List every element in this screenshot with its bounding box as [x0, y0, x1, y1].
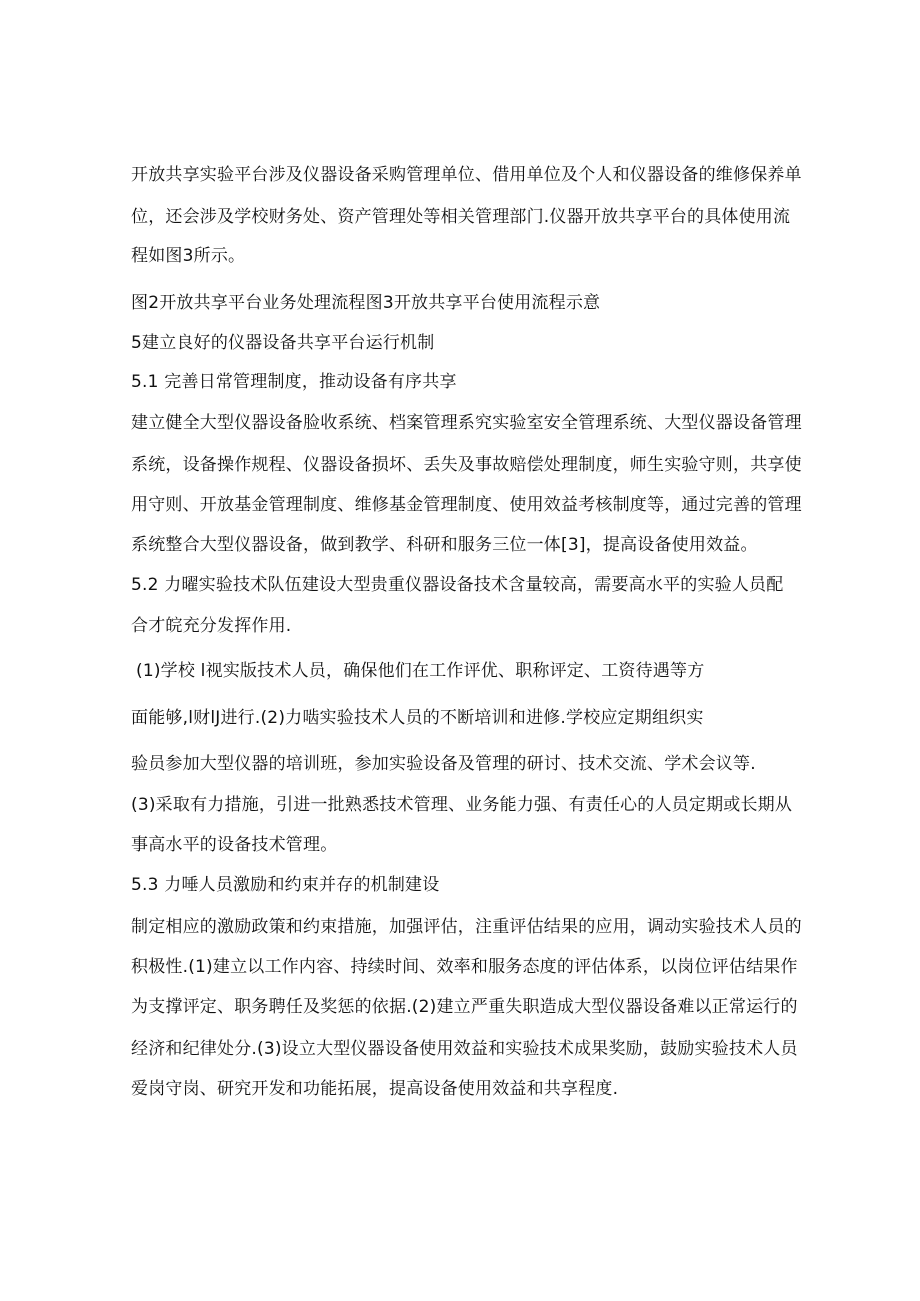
text-line: 经济和纪律处分.(3)设立大型仪器设备使用效益和实验技术成果奖励，鼓励实验技术人员 — [131, 1039, 798, 1059]
subsection-heading: 5.3 力唾人员激励和约束并存的机制建设 — [131, 875, 440, 895]
text-line: 为支撑评定、职务聘任及奖惩的依据.(2)建立严重失职造成大型仪器设备难以正常运行的 — [131, 997, 798, 1017]
text-line: 积极性.(1)建立以工作内容、持续时间、效率和服务态度的评估体系，以岗位评估结果作 — [131, 957, 798, 977]
text-line: 合才皖充分发挥作用. — [131, 616, 292, 636]
subsection-heading: 5.2 力曜实验技术队伍建设大型贵重仪器设备技术含量较高，需要高水平的实验人员配 — [131, 575, 784, 595]
text-line: 制定相应的激励政策和约束措施，加强评估，注重评估结果的应用，调动实验技术人员的 — [131, 917, 802, 937]
text-line: 面能够,l财lJ进行.(2)力啮实验技术人员的不断培训和进修.学校应定期组织实 — [131, 708, 704, 728]
text-line: 建立健全大型仪器设备脸收系统、档案管理系究实验室安全管理系统、大型仪器设备管理 — [131, 413, 802, 433]
text-line: 系统，设备操作规程、仪器设备损坏、丢失及事故赔偿处理制度，师生实验守则，共享使 — [131, 455, 802, 475]
text-line: 用守则、开放基金管理制度、维修基金管理制度、使用效益考核制度等，通过完善的管理 — [131, 495, 802, 515]
text-line: 系统整合大型仪器设备，做到教学、科研和服务三位一体[3]，提高设备使用效益。 — [131, 535, 758, 555]
text-line: 事高水平的设备技术管理。 — [131, 835, 338, 855]
text-line: 验员参加大型仪器的培训班，参加实验设备及管理的研讨、技术交流、学术会议等. — [131, 754, 756, 774]
figure-caption: 图2开放共享平台业务处理流程图3开放共享平台使用流程示意 — [131, 293, 601, 313]
text-line: (1)学校 l视实版技术人员，确保他们在工作评优、职称评定、工资待遇等方 — [136, 661, 705, 681]
text-line: 程如图3所示。 — [131, 246, 246, 266]
section-heading: 5建立良好的仪器设备共享平台运行机制 — [131, 333, 435, 353]
text-line: (3)采取有力措施，引进一批熟悉技术管理、业务能力强、有责任心的人员定期或长期从 — [131, 795, 793, 815]
text-line: 开放共享实验平台涉及仪器设备采购管理单位、借用单位及个人和仪器设备的维修保养单 — [131, 165, 802, 185]
text-line: 位，还会涉及学校财务处、资产管理处等相关管理部门.仪器开放共享平台的具体使用流 — [131, 207, 791, 227]
subsection-heading: 5.1 完善日常管理制度，推动设备有序共享 — [131, 372, 457, 392]
text-line: 爱岗守岗、研究开发和功能拓展，提高设备使用效益和共享程度. — [131, 1079, 619, 1099]
